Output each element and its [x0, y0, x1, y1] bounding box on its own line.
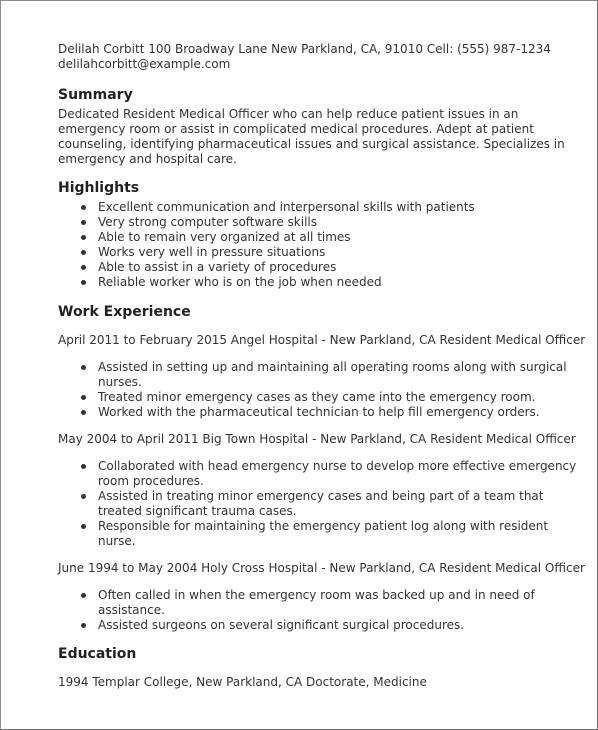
contact-name: Delilah Corbitt [58, 42, 145, 56]
job-duty-item: Assisted in treating minor emergency cases and being part of a team that treated significant trauma cases. [98, 489, 588, 519]
summary-text: Dedicated Resident Medical Officer who can help reduce patient issues in an emergency room or assist in complicated medical procedures. Adept at patient counseling, identifying pharmaceutical issues and surgical assistance. Specializes in emergency and hospital care. [58, 107, 565, 166]
highlights-list [58, 200, 588, 290]
job-duty-item: Responsible for maintaining the emergency patient log along with resident nurse. [98, 519, 588, 549]
highlights-heading: Highlights [58, 180, 140, 196]
resume-content [58, 42, 588, 690]
education-heading: Education [58, 646, 137, 662]
job-duties-list [58, 459, 588, 549]
work-experience-heading: Work Experience [58, 304, 191, 320]
job-duties-list [58, 360, 588, 420]
highlight-item: Able to remain very organized at all times [98, 230, 588, 245]
job-duty-item: Assisted surgeons on several significant surgical procedures. [98, 618, 588, 633]
job-duty-item: Often called in when the emergency room was backed up and in need of assistance. [98, 588, 588, 618]
summary-heading: Summary [58, 87, 133, 103]
job-duty-item: Collaborated with head emergency nurse to develop more effective emergency room procedures. [98, 459, 588, 489]
contact-address: 100 Broadway Lane New Parkland, CA, 91010 [148, 42, 423, 56]
job-duties-list [58, 588, 588, 633]
contact-email: delilahcorbitt@example.com [58, 57, 231, 71]
job-header: June 1994 to May 2004 Holy Cross Hospital - New Parkland, CA Resident Medical Officer [58, 561, 585, 575]
highlight-item: Able to assist in a variety of procedures [98, 260, 588, 275]
job-header: May 2004 to April 2011 Big Town Hospital - New Parkland, CA Resident Medical Officer [58, 432, 576, 446]
highlight-item: Reliable worker who is on the job when needed [98, 275, 588, 290]
contact-phone: Cell: (555) 987-1234 [426, 42, 551, 56]
job-duty-item: Treated minor emergency cases as they came into the emergency room. [98, 390, 588, 405]
highlight-item: Very strong computer software skills [98, 215, 588, 230]
job-header: April 2011 to February 2015 Angel Hospital - New Parkland, CA Resident Medical Officer [58, 333, 586, 347]
highlight-item: Excellent communication and interpersonal skills with patients [98, 200, 588, 215]
highlight-item: Works very well in pressure situations [98, 245, 588, 260]
job-duty-item: Assisted in setting up and maintaining all operating rooms along with surgical nurses. [98, 360, 588, 390]
job-duty-item: Worked with the pharmaceutical technician to help fill emergency orders. [98, 405, 588, 420]
education-text: 1994 Templar College, New Parkland, CA Doctorate, Medicine [58, 675, 427, 689]
contact-block [58, 42, 588, 72]
